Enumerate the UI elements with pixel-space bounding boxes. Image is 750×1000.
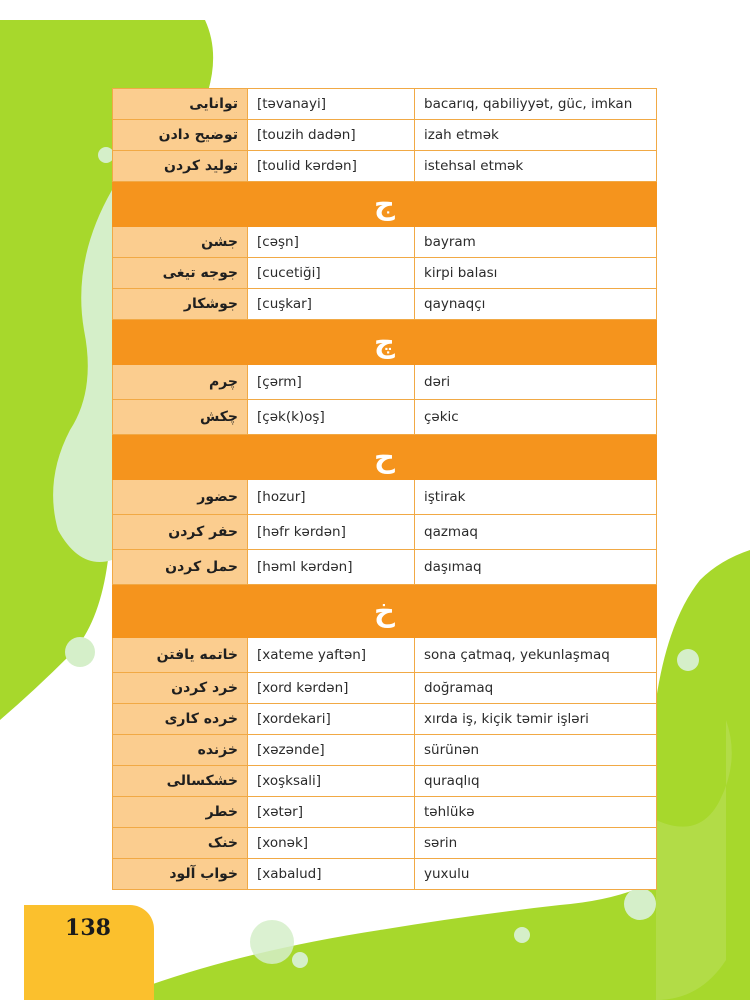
transliteration: [təvanayi]: [248, 89, 415, 120]
transliteration: [toulid kərdən]: [248, 151, 415, 182]
persian-word: جوجه تیغی: [113, 258, 248, 289]
persian-word: چرم: [113, 365, 248, 400]
transliteration: [cucetiği]: [248, 258, 415, 289]
table-row: [113, 704, 657, 735]
persian-word: چکش: [113, 400, 248, 435]
meaning: qazmaq: [415, 515, 657, 550]
persian-word: خواب آلود: [113, 859, 248, 890]
table-row: [113, 120, 657, 151]
table-row: [113, 480, 657, 515]
persian-word: توضیح دادن: [113, 120, 248, 151]
transliteration: [xəzənde]: [248, 735, 415, 766]
persian-word: حفر کردن: [113, 515, 248, 550]
bubble: [514, 927, 530, 943]
transliteration: [çərm]: [248, 365, 415, 400]
vocabulary-table: [112, 88, 657, 890]
table-row: [113, 289, 657, 320]
meaning: sürünən: [415, 735, 657, 766]
table-row: [113, 735, 657, 766]
meaning: bayram: [415, 227, 657, 258]
table-row: [113, 673, 657, 704]
table-row: [113, 227, 657, 258]
table-row: [113, 550, 657, 585]
bubble: [65, 637, 95, 667]
persian-word: خاتمه یافتن: [113, 638, 248, 673]
table-row: [113, 515, 657, 550]
bubble: [677, 649, 699, 671]
meaning: istehsal etmək: [415, 151, 657, 182]
persian-word: خطر: [113, 797, 248, 828]
transliteration: [həml kərdən]: [248, 550, 415, 585]
persian-word: خشکسالی: [113, 766, 248, 797]
meaning: quraqlıq: [415, 766, 657, 797]
meaning: doğramaq: [415, 673, 657, 704]
transliteration: [hozur]: [248, 480, 415, 515]
transliteration: [xabalud]: [248, 859, 415, 890]
meaning: qaynaqçı: [415, 289, 657, 320]
transliteration: [xateme yaftən]: [248, 638, 415, 673]
transliteration: [cuşkar]: [248, 289, 415, 320]
page-number: 138: [65, 915, 111, 941]
persian-word: حضور: [113, 480, 248, 515]
meaning: yuxulu: [415, 859, 657, 890]
meaning: xırda iş, kiçik təmir işləri: [415, 704, 657, 735]
transliteration: [xord kərdən]: [248, 673, 415, 704]
transliteration: [xordekari]: [248, 704, 415, 735]
table-row: [113, 828, 657, 859]
persian-word: خنک: [113, 828, 248, 859]
letter-header-row: [113, 585, 657, 638]
persian-word: خرد کردن: [113, 673, 248, 704]
table-row: [113, 638, 657, 673]
meaning: dəri: [415, 365, 657, 400]
transliteration: [xoşksali]: [248, 766, 415, 797]
letter-header: ح: [113, 435, 657, 480]
meaning: sərin: [415, 828, 657, 859]
table-row: [113, 859, 657, 890]
persian-word: تولید کردن: [113, 151, 248, 182]
bubble: [624, 888, 656, 920]
meaning: iştirak: [415, 480, 657, 515]
meaning: kirpi balası: [415, 258, 657, 289]
meaning: təhlükə: [415, 797, 657, 828]
meaning: çəkic: [415, 400, 657, 435]
persian-word: توانایی: [113, 89, 248, 120]
transliteration: [həfr kərdən]: [248, 515, 415, 550]
letter-header-row: [113, 320, 657, 365]
meaning: daşımaq: [415, 550, 657, 585]
persian-word: حمل کردن: [113, 550, 248, 585]
meaning: izah etmək: [415, 120, 657, 151]
meaning: sona çatmaq, yekunlaşmaq: [415, 638, 657, 673]
letter-header-row: [113, 182, 657, 227]
table-row: [113, 89, 657, 120]
persian-word: خرده کاری: [113, 704, 248, 735]
table-row: [113, 151, 657, 182]
transliteration: [çək(k)oş]: [248, 400, 415, 435]
letter-header-row: [113, 435, 657, 480]
transliteration: [xətər]: [248, 797, 415, 828]
table-row: [113, 365, 657, 400]
transliteration: [xonək]: [248, 828, 415, 859]
letter-header: ج: [113, 182, 657, 227]
letter-header: خ: [113, 585, 657, 638]
bubble: [250, 920, 294, 964]
persian-word: جشن: [113, 227, 248, 258]
transliteration: [touzih dadən]: [248, 120, 415, 151]
bubble: [292, 952, 308, 968]
table-row: [113, 258, 657, 289]
persian-word: خزنده: [113, 735, 248, 766]
transliteration: [cəşn]: [248, 227, 415, 258]
persian-word: جوشکار: [113, 289, 248, 320]
table-row: [113, 797, 657, 828]
letter-header: چ: [113, 320, 657, 365]
meaning: bacarıq, qabiliyyət, güc, imkan: [415, 89, 657, 120]
table-row: [113, 766, 657, 797]
table-row: [113, 400, 657, 435]
